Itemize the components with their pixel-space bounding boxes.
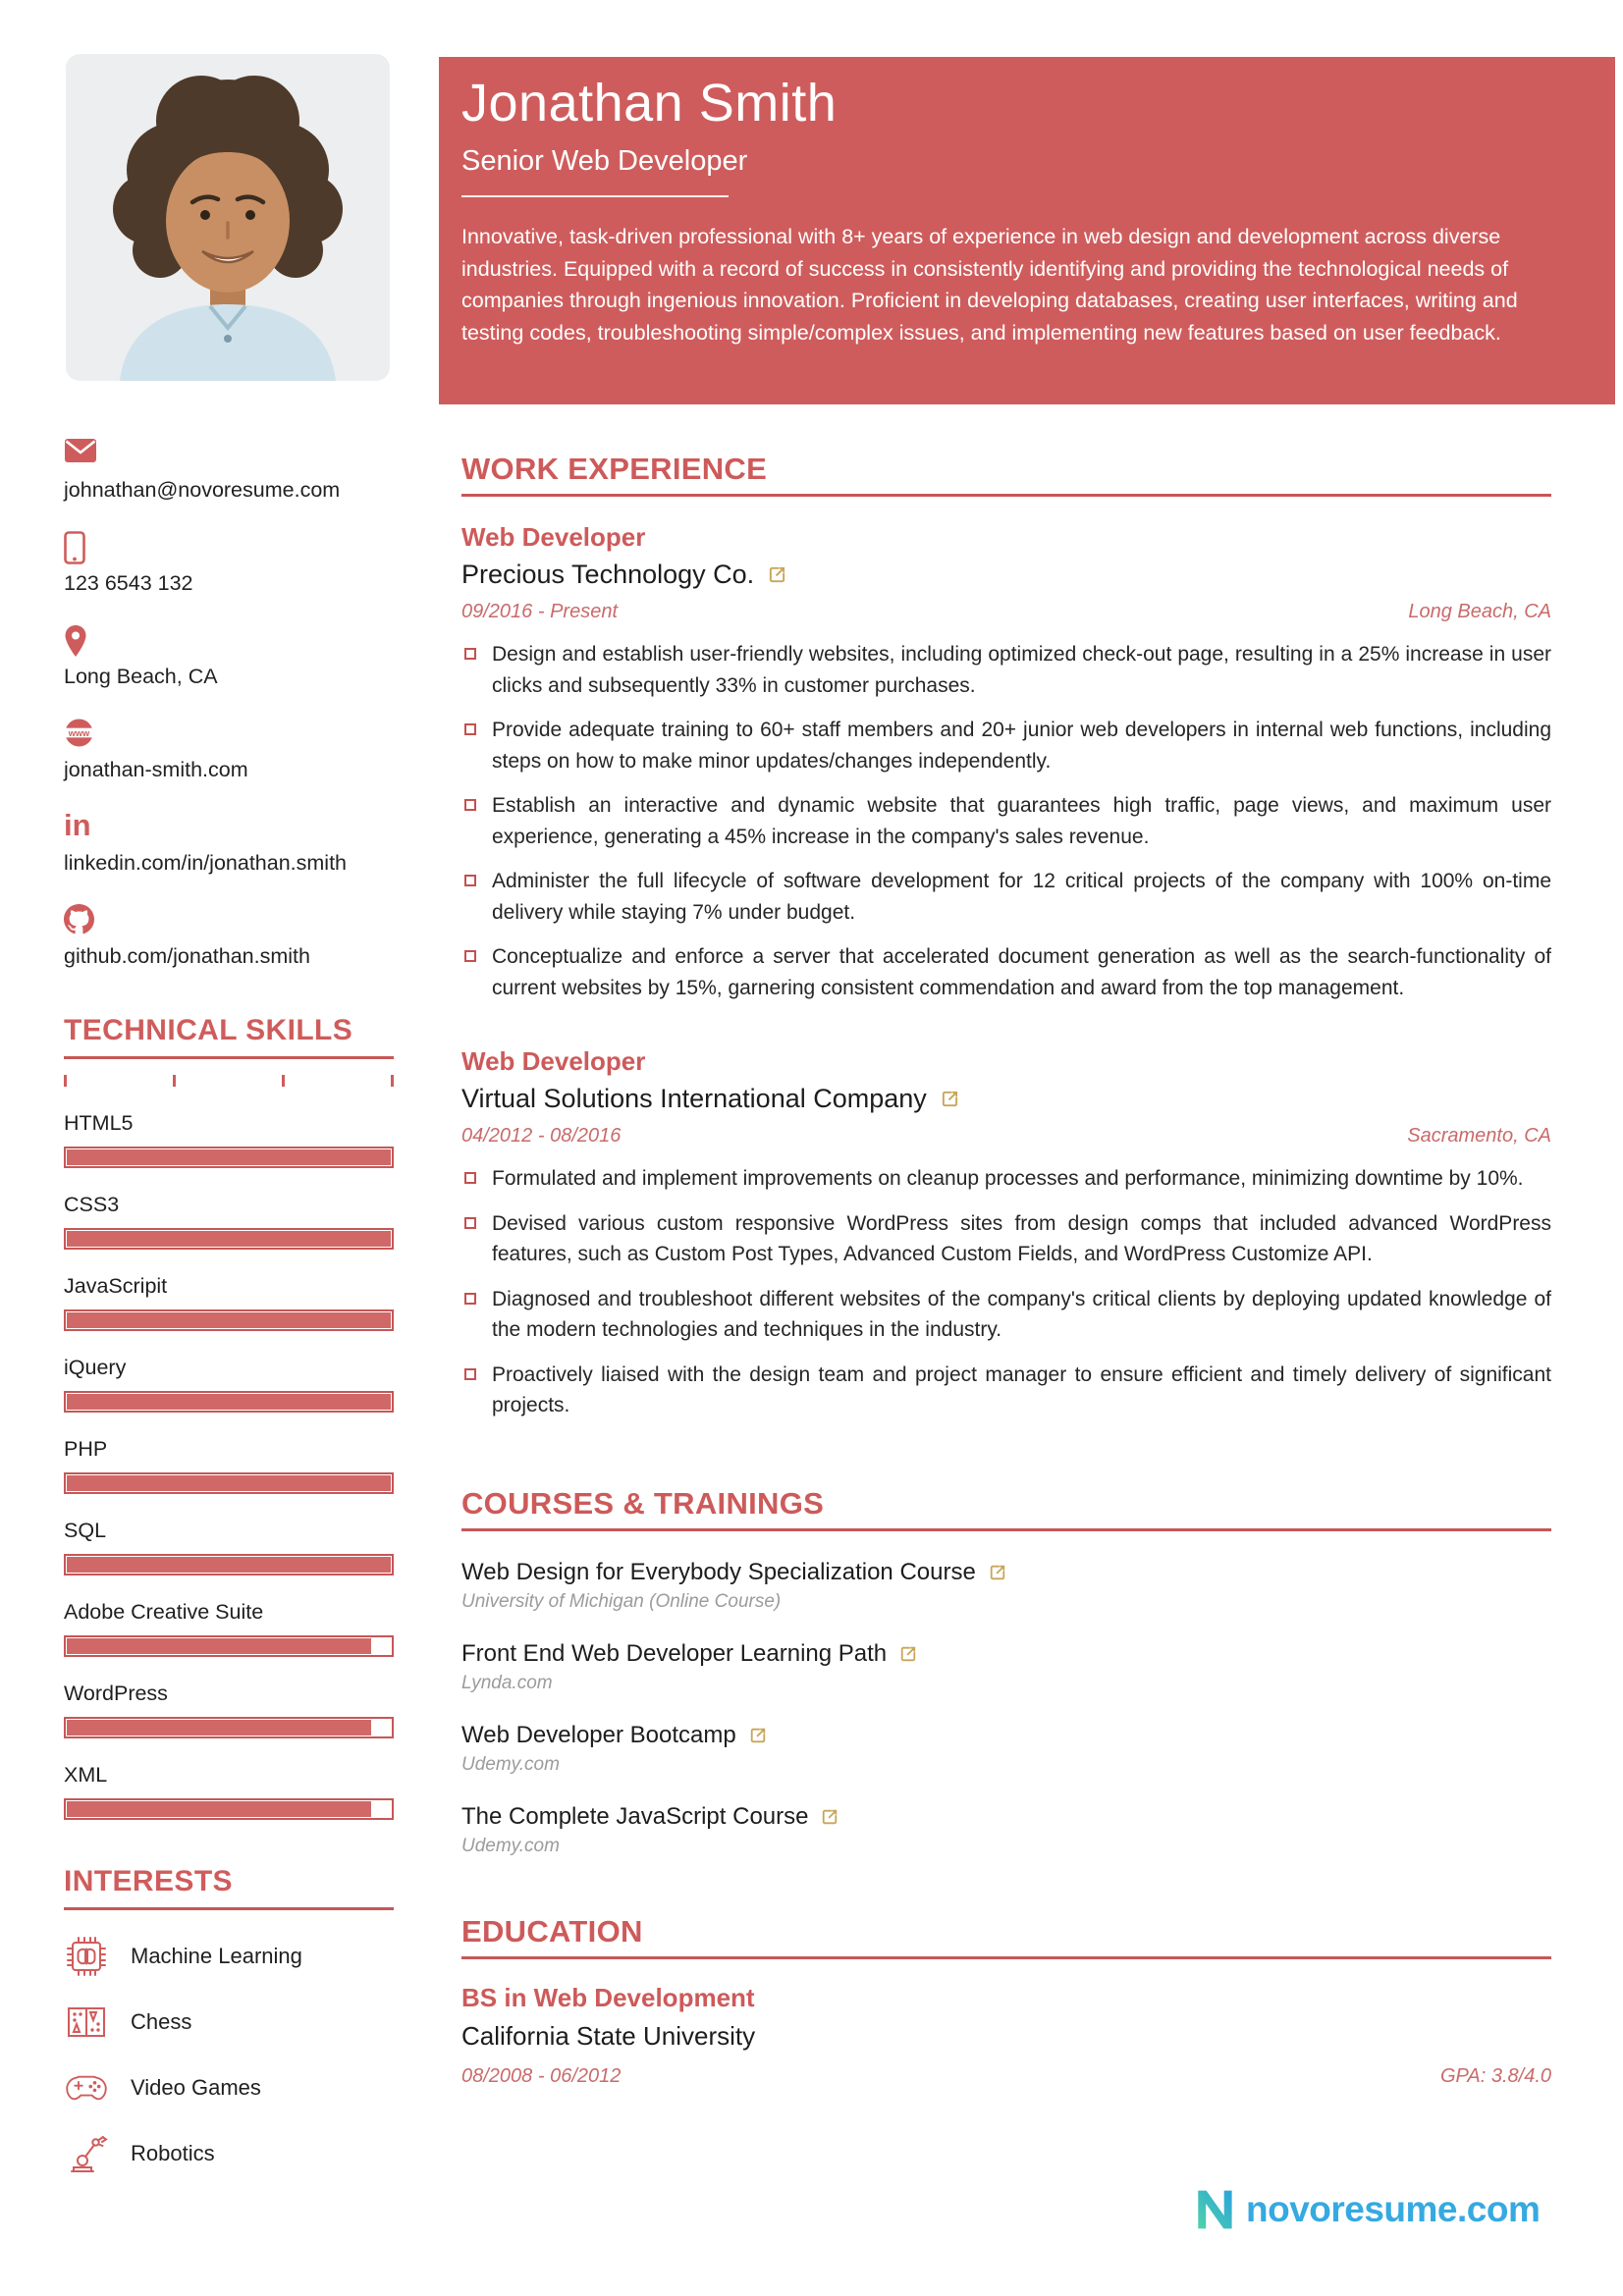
main-column bbox=[439, 57, 1615, 2088]
skill-bar bbox=[64, 1635, 394, 1657]
job-bullets bbox=[461, 639, 1551, 1003]
candidate-name: Jonathan Smith bbox=[461, 74, 838, 133]
skill-item bbox=[64, 1600, 394, 1657]
github-icon bbox=[64, 904, 394, 939]
skill-label: PHP bbox=[64, 1437, 108, 1461]
job-meta bbox=[461, 1125, 1551, 1148]
job-location: Long Beach, CA bbox=[1408, 601, 1551, 622]
profile-photo bbox=[66, 54, 390, 381]
phone-icon bbox=[64, 531, 394, 566]
linkedin-icon bbox=[64, 811, 394, 846]
bullet-item: Provide adequate training to 60+ staff members and 20+ junior web developers in internal web functions, including steps on how to make minor updates/changes independently. bbox=[461, 715, 1551, 776]
contact-value[interactable]: johnathan@novoresume.com bbox=[64, 478, 341, 502]
job-dates: 04/2012 - 08/2016 bbox=[461, 1125, 622, 1147]
technical-skills-heading: TECHNICAL SKILLS bbox=[64, 1014, 353, 1046]
interest-label: Video Games bbox=[131, 2075, 261, 2100]
courses-heading: COURSES & TRAININGS bbox=[461, 1485, 825, 1521]
education-heading: EDUCATION bbox=[461, 1913, 643, 1949]
course-title-text: The Complete JavaScript Course bbox=[461, 1802, 809, 1830]
interest-item bbox=[64, 2065, 394, 2110]
contact-item bbox=[64, 624, 394, 689]
skill-label: SQL bbox=[64, 1519, 107, 1542]
skill-bar-fill bbox=[67, 1638, 371, 1654]
course-title-text: Web Developer Bootcamp bbox=[461, 1721, 736, 1748]
bullet-item: Administer the full lifecycle of software development for 12 critical projects of the company with 100% on-time delivery while staying 7% under budget. bbox=[461, 866, 1551, 928]
technical-skills-section bbox=[64, 1014, 394, 1820]
skill-item bbox=[64, 1356, 394, 1413]
school: California State University bbox=[461, 2020, 756, 2051]
sidebar bbox=[64, 54, 394, 2197]
course-provider: University of Michigan (Online Course) bbox=[461, 1590, 782, 1612]
skill-item bbox=[64, 1437, 394, 1494]
job-list bbox=[461, 522, 1551, 1421]
heading-rule bbox=[461, 1956, 1551, 1959]
education-meta bbox=[461, 2065, 1551, 2088]
job-dates: 09/2016 - Present bbox=[461, 601, 618, 622]
skill-item bbox=[64, 1682, 394, 1738]
contact-item bbox=[64, 718, 394, 782]
job-company-name: Virtual Solutions International Company bbox=[461, 1084, 927, 1113]
skill-bar bbox=[64, 1717, 394, 1738]
robotics-icon bbox=[64, 2131, 109, 2176]
skill-bar bbox=[64, 1798, 394, 1820]
job-bullets bbox=[461, 1163, 1551, 1421]
skill-label: JavaScripit bbox=[64, 1274, 168, 1298]
interests-heading: INTERESTS bbox=[64, 1865, 233, 1897]
skill-label: iQuery bbox=[64, 1356, 127, 1379]
bullet-item: Conceptualize and enforce a server that accelerated document generation as well as the search-functionality of current websites by 15%, garnering consistent commendation and award from the top management. bbox=[461, 941, 1551, 1003]
contact-item bbox=[64, 811, 394, 876]
skill-bar bbox=[64, 1309, 394, 1331]
contact-value[interactable]: github.com/jonathan.smith bbox=[64, 944, 310, 968]
bullet-item: Establish an interactive and dynamic website that guarantees high traffic, page views, and maximum user experience, generating a 45% increase in the company's sales revenue. bbox=[461, 790, 1551, 852]
bullet-item: Devised various custom responsive WordPress sites from design comps that included advanced WordPress features, such as Custom Post Types, Advanced Custom Fields, and WordPress Customize API. bbox=[461, 1208, 1551, 1270]
skill-bar-fill bbox=[67, 1801, 371, 1817]
video-games-icon bbox=[64, 2065, 109, 2110]
skill-bar-fill bbox=[67, 1394, 391, 1410]
skill-bar-fill bbox=[67, 1312, 391, 1328]
job-title: Web Developer bbox=[461, 522, 646, 552]
skill-item bbox=[64, 1763, 394, 1820]
contact-value: 123 6543 132 bbox=[64, 571, 193, 595]
profile-summary: Innovative, task-driven professional with 8+ years of experience in web design and development across diverse industries. Equipped with a record of success in consistently identifying and providing the technological needs of companies through ingenious innovation. Proficient in developing databases, creating user interfaces, writing and testing codes, troubleshooting simple/complex issues, and implementing new features based on user feedback. bbox=[461, 225, 1518, 346]
job-company bbox=[461, 1084, 1551, 1114]
job-title: Web Developer bbox=[461, 1046, 646, 1076]
header-band bbox=[439, 57, 1615, 404]
work-experience-section bbox=[461, 452, 1551, 1421]
external-link-icon[interactable] bbox=[989, 1564, 1006, 1581]
skill-bar-fill bbox=[67, 1475, 391, 1491]
chess-icon bbox=[64, 2000, 109, 2045]
course-title-text: Web Design for Everybody Specialization Course bbox=[461, 1558, 976, 1585]
candidate-title: Senior Web Developer bbox=[461, 145, 748, 177]
interest-item bbox=[64, 1934, 394, 1979]
skill-label: CSS3 bbox=[64, 1193, 120, 1216]
course-item bbox=[461, 1559, 1551, 1613]
interest-item bbox=[64, 2000, 394, 2045]
job-company bbox=[461, 560, 1551, 590]
course-title bbox=[461, 1722, 1551, 1749]
skill-bar-fill bbox=[67, 1557, 391, 1573]
website-icon bbox=[64, 718, 394, 753]
contact-value[interactable]: jonathan-smith.com bbox=[64, 758, 248, 781]
bullet-item: Proactively liaised with the design team and project manager to ensure efficient and timely delivery of significant projects. bbox=[461, 1360, 1551, 1421]
education-section bbox=[461, 1914, 1551, 2088]
contact-value[interactable]: linkedin.com/in/jonathan.smith bbox=[64, 851, 348, 875]
skill-scale-ruler bbox=[64, 1075, 394, 1087]
contact-item bbox=[64, 904, 394, 969]
skills-list bbox=[64, 1111, 394, 1820]
skill-item bbox=[64, 1519, 394, 1575]
interest-label: Robotics bbox=[131, 2141, 215, 2165]
contact-list bbox=[64, 438, 394, 969]
course-provider: Udemy.com bbox=[461, 1835, 560, 1856]
bullet-item: Diagnosed and troubleshoot different websites of the company's critical clients by deploying updated knowledge of the modern technologies and techniques in the industry. bbox=[461, 1284, 1551, 1346]
external-link-icon[interactable] bbox=[749, 1727, 767, 1744]
education-dates: 08/2008 - 06/2012 bbox=[461, 2064, 622, 2087]
skill-label: Adobe Creative Suite bbox=[64, 1600, 264, 1624]
courses-section bbox=[461, 1486, 1551, 1857]
external-link-icon[interactable] bbox=[821, 1808, 839, 1826]
heading-rule bbox=[64, 1056, 394, 1059]
interest-label: Machine Learning bbox=[131, 1944, 302, 1968]
degree: BS in Web Development bbox=[461, 1982, 755, 2012]
interest-item bbox=[64, 2131, 394, 2176]
job-meta bbox=[461, 601, 1551, 623]
svg-text:in: in bbox=[64, 811, 91, 840]
skill-item bbox=[64, 1274, 394, 1331]
skill-label: HTML5 bbox=[64, 1111, 134, 1135]
job-entry bbox=[461, 1046, 1551, 1421]
course-list bbox=[461, 1559, 1551, 1857]
skill-label: WordPress bbox=[64, 1682, 168, 1705]
skill-bar-fill bbox=[67, 1149, 391, 1165]
heading-rule bbox=[461, 494, 1551, 497]
course-item bbox=[461, 1803, 1551, 1857]
skill-item bbox=[64, 1193, 394, 1250]
skill-bar bbox=[64, 1472, 394, 1494]
course-item bbox=[461, 1722, 1551, 1776]
course-provider: Udemy.com bbox=[461, 1753, 560, 1775]
skill-bar-fill bbox=[67, 1231, 391, 1247]
external-link-icon[interactable] bbox=[899, 1645, 917, 1663]
contact-value: Long Beach, CA bbox=[64, 665, 218, 688]
contact-item bbox=[64, 531, 394, 596]
interest-label: Chess bbox=[131, 2009, 192, 2034]
skill-bar bbox=[64, 1147, 394, 1168]
skill-bar bbox=[64, 1391, 394, 1413]
profile-photo-illustration bbox=[66, 54, 390, 381]
external-link-icon[interactable] bbox=[941, 1090, 959, 1108]
course-title-text: Front End Web Developer Learning Path bbox=[461, 1639, 888, 1667]
machine-learning-icon bbox=[64, 1934, 109, 1979]
brand-wordmark: novoresume.com bbox=[1246, 2189, 1541, 2229]
title-underline bbox=[461, 195, 729, 197]
course-provider: Lynda.com bbox=[461, 1672, 553, 1693]
bullet-item: Formulated and implement improvements on cleanup processes and performance, minimizing downtime by 10%. bbox=[461, 1163, 1551, 1195]
work-experience-heading: WORK EXPERIENCE bbox=[461, 452, 768, 486]
heading-rule bbox=[461, 1528, 1551, 1531]
interests-list bbox=[64, 1934, 394, 2176]
skill-bar-fill bbox=[67, 1720, 371, 1735]
brand-logo bbox=[1193, 2187, 1540, 2232]
course-title bbox=[461, 1559, 1551, 1586]
interests-section bbox=[64, 1865, 394, 2176]
mail-icon bbox=[64, 438, 394, 473]
skill-bar bbox=[64, 1228, 394, 1250]
novoresume-n-icon bbox=[1193, 2187, 1236, 2232]
contact-item bbox=[64, 438, 394, 503]
job-entry bbox=[461, 522, 1551, 1003]
skill-item bbox=[64, 1111, 394, 1168]
job-company-name: Precious Technology Co. bbox=[461, 560, 755, 589]
location-icon bbox=[64, 624, 394, 660]
gpa: GPA: 3.8/4.0 bbox=[1439, 2064, 1551, 2087]
svg-text:www: www bbox=[68, 727, 90, 738]
heading-rule bbox=[64, 1907, 394, 1910]
course-title bbox=[461, 1803, 1551, 1831]
bullet-item: Design and establish user-friendly websites, including optimized check-out page, resulting in a 25% increase in user clicks and subsequently 33% in customer purchases. bbox=[461, 639, 1551, 701]
course-title bbox=[461, 1640, 1551, 1668]
skill-label: XML bbox=[64, 1763, 108, 1787]
external-link-icon[interactable] bbox=[768, 565, 786, 584]
course-item bbox=[461, 1640, 1551, 1694]
skill-bar bbox=[64, 1554, 394, 1575]
job-location: Sacramento, CA bbox=[1407, 1125, 1551, 1147]
